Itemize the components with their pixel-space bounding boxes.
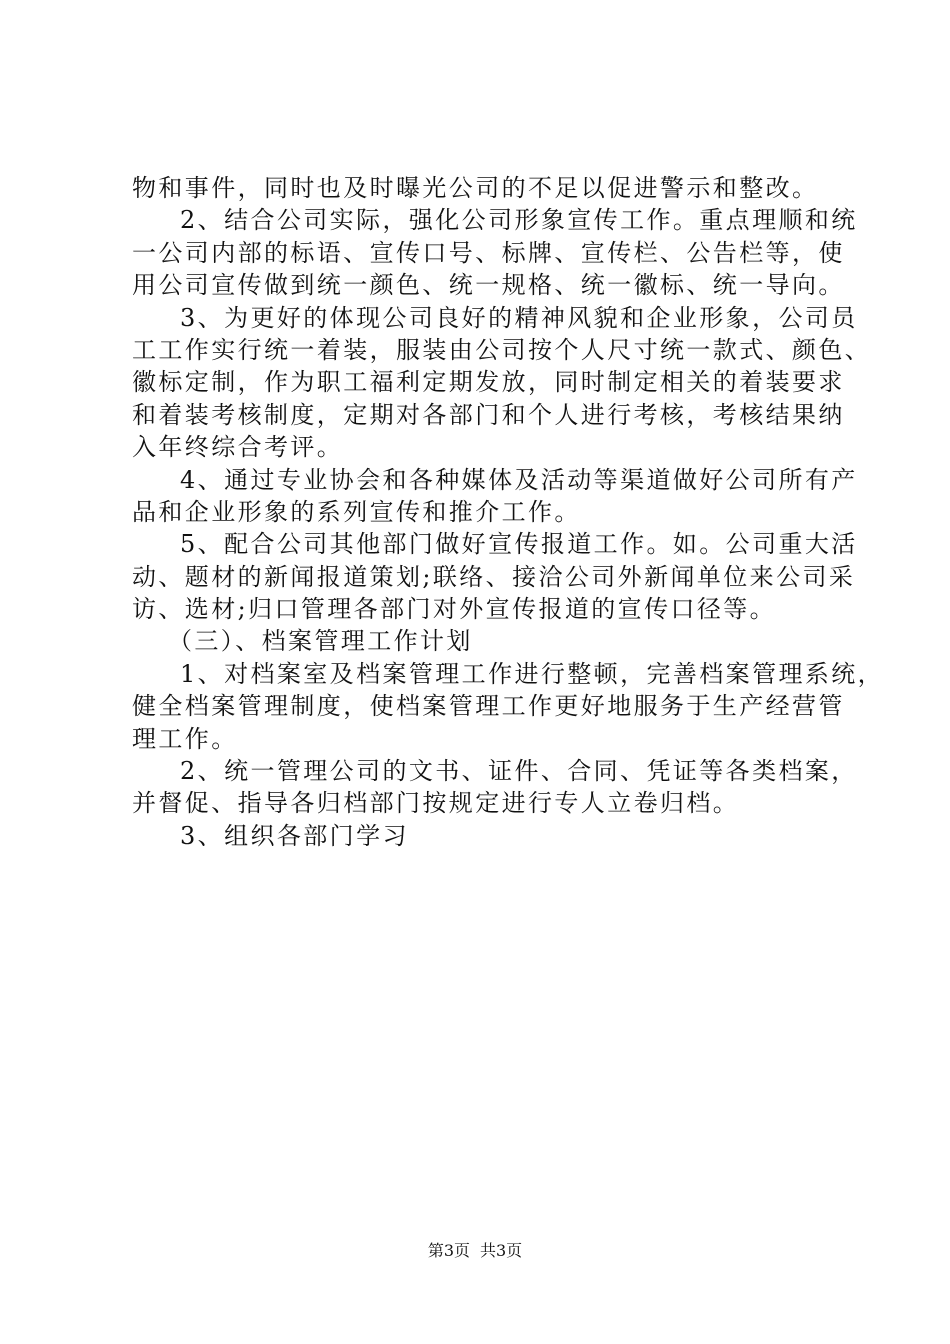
- page-number: 第3页: [427, 1241, 470, 1260]
- text-line: 3、为更好的体现公司良好的精神风貌和企业形象，公司员: [180, 303, 858, 332]
- page-total: 共3页: [480, 1241, 523, 1260]
- page-footer: [0, 1241, 950, 1261]
- text-line: 2、统一管理公司的文书、证件、合同、凭证等各类档案，: [180, 757, 858, 786]
- text-line: 徽标定制，作为职工福利定期发放，同时制定相关的着装要求: [132, 368, 845, 397]
- text-line: 健全档案管理制度，使档案管理工作更好地服务于生产经营管: [132, 692, 845, 721]
- text-line: 5、配合公司其他部门做好宣传报道工作。如。公司重大活: [180, 530, 858, 559]
- text-line: 并督促、指导各归档部门按规定进行专人立卷归档。: [132, 789, 740, 818]
- text-line: 4、通过专业协会和各种媒体及活动等渠道做好公司所有产: [180, 465, 858, 494]
- text-line: 工工作实行统一着装，服装由公司按个人尺寸统一款式、颜色、: [132, 335, 872, 364]
- text-line: 1、对档案室及档案管理工作进行整顿，完善档案管理系统，: [180, 659, 885, 688]
- text-line: 品和企业形象的系列宣传和推介工作。: [132, 497, 581, 526]
- text-line: 理工作。: [132, 724, 238, 753]
- document-body: [132, 172, 885, 852]
- text-line: 访、选材;归口管理各部门对外宣传报道的宣传口径等。: [132, 595, 777, 624]
- text-line: 一公司内部的标语、宣传口号、标牌、宣传栏、公告栏等，使: [132, 238, 845, 267]
- text-line: 用公司宣传做到统一颜色、统一规格、统一徽标、统一导向。: [132, 271, 845, 300]
- text-line: 入年终综合考评。: [132, 433, 344, 462]
- text-line: 和着装考核制度，定期对各部门和个人进行考核，考核结果纳: [132, 400, 845, 429]
- text-line: 2、结合公司实际，强化公司形象宣传工作。重点理顺和统: [180, 206, 858, 235]
- text-line: 物和事件，同时也及时曝光公司的不足以促进警示和整改。: [132, 174, 819, 202]
- text-line: 动、题材的新闻报道策划;联络、接洽公司外新闻单位来公司采: [132, 562, 856, 591]
- section-heading: （三）、档案管理工作计划: [168, 627, 473, 656]
- text-line: 3、组织各部门学习: [180, 821, 409, 850]
